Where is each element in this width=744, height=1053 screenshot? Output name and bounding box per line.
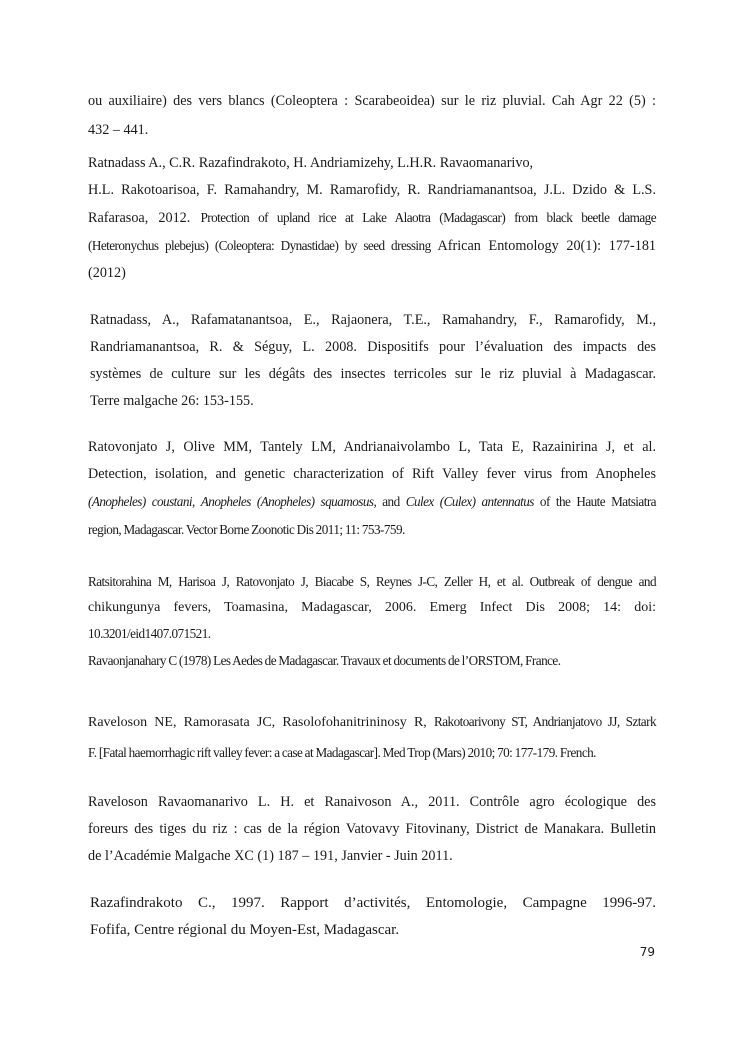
species-name: Culex (Culex) antennatus	[405, 494, 534, 509]
reference-entry	[88, 789, 656, 870]
reference-line: Fofifa, Centre régional du Moyen-Est, Madagascar.	[90, 922, 400, 938]
reference-entry	[88, 150, 656, 287]
reference-line-mixed	[88, 488, 656, 516]
reference-line: Ratnadass A., C.R. Razafindrakoto, H. Andriamizehy, L.H.R. Ravaomanarivo,	[88, 155, 534, 171]
reference-line: region, Madagascar. Vector Borne Zoonotic Dis 2011; 11: 753-759.	[88, 522, 405, 537]
reference-segment: African Entomology 20(1): 177-181	[437, 238, 657, 254]
species-name: Anopheles (Anopheles) squamosus	[200, 494, 374, 509]
reference-entry	[88, 434, 656, 543]
reference-line: Detection, isolation, and genetic characterization of Rift Valley fever virus from Anopheles	[88, 466, 656, 482]
reference-line: Terre malgache 26: 153-155.	[90, 393, 254, 409]
reference-segment: , and	[373, 494, 406, 509]
reference-segment: (Heteronychus plebejus) (Coleoptera: Dynastidae) by seed dressing	[88, 238, 431, 253]
reference-line: systèmes de culture sur les dégâts des insectes terricoles sur le riz pluvial à Madagascar.	[90, 366, 656, 382]
reference-line: Raveloson Ravaomanarivo L. H. et Ranaivoson A., 2011. Contrôle agro écologique des	[88, 794, 656, 810]
reference-line-mixed	[88, 232, 656, 260]
reference-line: F. [Fatal haemorrhagic rift valley fever: a case at Madagascar]. Med Trop (Mars) 2010; 70: 177-179. French.	[88, 745, 596, 760]
reference-segment: Protection of upland rice at Lake Alaotra (Madagascar) from black beetle damage	[200, 210, 657, 225]
reference-line: H.L. Rakotoarisoa, F. Ramahandry, M. Ramarofidy, R. Randriamanantsoa, J.L. Dzido & L.S.	[88, 182, 656, 198]
reference-entry	[90, 890, 656, 944]
reference-line: Ratnadass, A., Rafamatanantsoa, E., Rajaonera, T.E., Ramahandry, F., Ramarofidy, M.,	[90, 312, 656, 328]
reference-segment: Raveloson NE, Ramorasata JC, Rasolofohanitrininosy R,	[88, 715, 434, 730]
reference-line: foreurs des tiges du riz : cas de la région Vatovavy Fitovinany, District de Manakara. Bulletin	[88, 821, 656, 837]
species-name: (Anopheles) coustani	[88, 494, 192, 509]
reference-line-mixed	[88, 707, 656, 738]
reference-line: Ravaonjanahary C (1978) Les Aedes de Madagascar. Travaux et documents de l’ORSTOM, France.	[88, 653, 561, 668]
reference-entry	[90, 307, 656, 415]
reference-entry	[88, 569, 656, 647]
reference-line: (2012)	[88, 265, 126, 281]
reference-line: de l’Académie Malgache XC (1) 187 – 191, Janvier - Juin 2011.	[88, 848, 453, 864]
reference-line: Ratsitorahina M, Harisoa J, Ratovonjato J, Biacabe S, Reynes J-C, Zeller H, et al. Outbreak of dengue and	[88, 574, 656, 589]
reference-segment: Rafarasoa, 2012.	[88, 210, 191, 226]
reference-line: 432 – 441.	[88, 122, 149, 138]
reference-segment: Rakotoarivony ST, Andrianjatovo JJ, Sztark	[434, 714, 656, 729]
reference-line: 10.3201/eid1407.071521.	[88, 626, 211, 641]
reference-line: ou auxiliaire) des vers blancs (Coleoptera : Scarabeoidea) sur le riz pluvial. Cah Agr 22 (5) :	[88, 93, 656, 109]
reference-line: Ratovonjato J, Olive MM, Tantely LM, Andrianaivolambo L, Tata E, Razainirina J, et al.	[88, 439, 656, 455]
reference-entry	[88, 87, 656, 145]
reference-segment: ,	[192, 494, 201, 509]
reference-line: Razafindrakoto C., 1997. Rapport d’activités, Entomologie, Campagne 1996-97.	[90, 895, 656, 911]
reference-segment: of the Haute Matsiatra	[533, 494, 656, 509]
reference-line: Randriamanantsoa, R. & Séguy, L. 2008. Dispositifs pour l’évaluation des impacts des	[90, 339, 656, 355]
page-number: 79	[639, 945, 655, 959]
reference-line-mixed	[88, 204, 656, 232]
reference-entry	[88, 652, 656, 670]
reference-entry	[88, 707, 656, 768]
reference-line: chikungunya fevers, Toamasina, Madagascar, 2006. Emerg Infect Dis 2008; 14: doi:	[88, 600, 656, 615]
